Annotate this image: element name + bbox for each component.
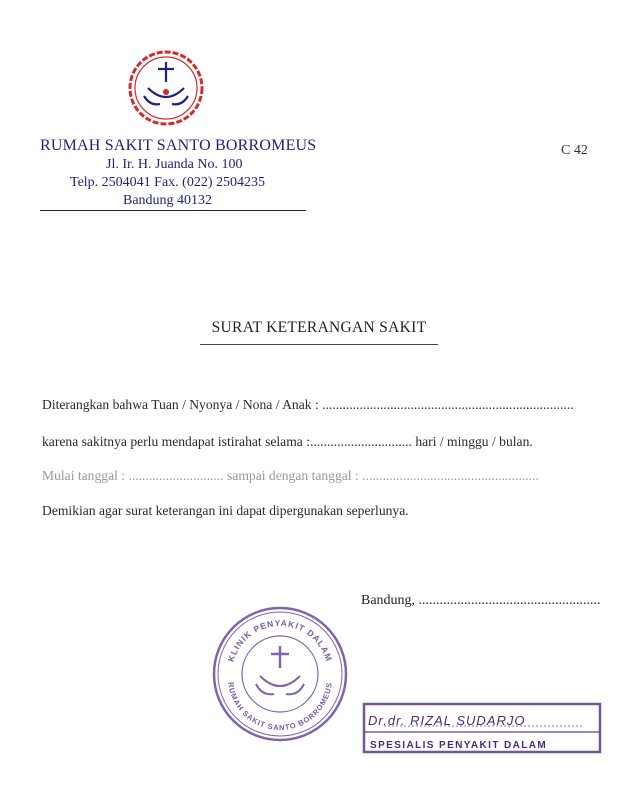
- hospital-stamp-ring-text: RUMAH SAKIT SANTO BORROMEUS: [226, 681, 334, 733]
- clinic-stamp: [210, 604, 350, 744]
- rest-period-line: karena sakitnya perlu mendapat istirahat selama :.............................. hari / minggu / bulan.: [42, 434, 533, 449]
- hospital-name: RUMAH SAKIT SANTO BORROMEUS: [40, 137, 317, 154]
- clinic-stamp-ring-text: KLINIK PENYAKIT DALAM: [225, 617, 335, 663]
- letterhead-divider: [40, 210, 306, 211]
- doctor-specialty: SPESIALIS PENYAKIT DALAM: [370, 740, 548, 751]
- doctor-name: Dr.dr. RIZAL SUDARJO: [368, 713, 526, 728]
- patient-line: Diterangkan bahwa Tuan / Nyonya / Nona / Anak : ..........................................................................: [42, 397, 574, 412]
- hospital-address: Jl. Ir. H. Juanda No. 100: [106, 157, 243, 172]
- hospital-phone: Telp. 2504041 Fax. (022) 2504235: [70, 175, 266, 190]
- svg-text:RUMAH SAKIT SANTO BORROMEUS: [226, 681, 334, 732]
- document-title: SURAT KETERANGAN SAKIT: [211, 319, 427, 336]
- hospital-logo: [126, 48, 206, 128]
- hospital-city: Bandung 40132: [123, 193, 213, 208]
- title-underline: [200, 344, 438, 345]
- place-date-line: Bandung, ....................................................: [361, 593, 601, 608]
- date-range-line: Mulai tanggal : ............................ sampai dengan tanggal : ....................................................: [42, 468, 539, 483]
- form-code: C 42: [561, 143, 588, 158]
- closing-statement: Demikian agar surat keterangan ini dapat dipergunakan seperlunya.: [42, 503, 409, 518]
